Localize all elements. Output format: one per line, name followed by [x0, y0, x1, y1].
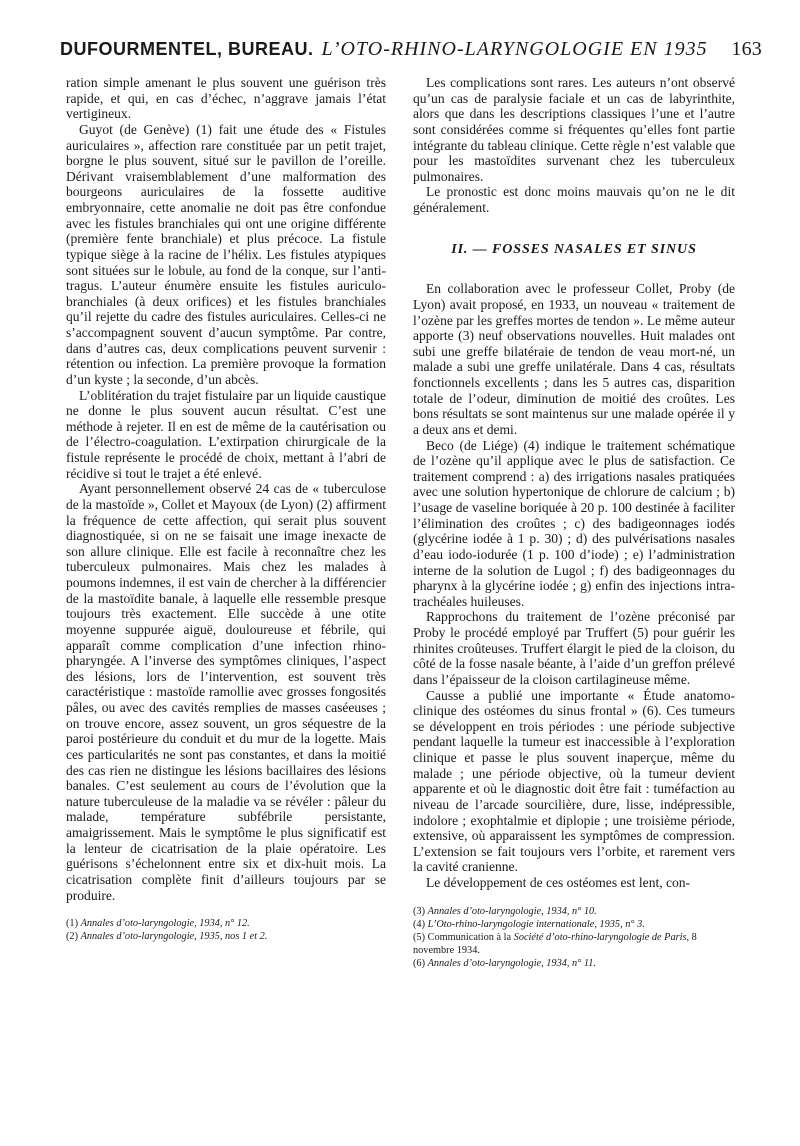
- footnote-text: L’Oto-rhino-laryngologie internationale, 1935, n° 3.: [427, 918, 645, 930]
- footnotes-right: [413, 905, 735, 971]
- footnote-separator: [413, 891, 735, 905]
- footnote-text: Annales d’oto-laryngologie, 1935, nos 1 et 2.: [80, 931, 268, 943]
- paragraph: Causse a publié une importante « Étude anatomo-clinique des ostéomes du sinus frontal » (6). Ces tumeurs se développent en trois périodes : une période subjective pendant laquelle la tumeur est inaccessible à l’exploration clinique et passe le plus souvent inaperçue, même du malade ; une période objective, où la tumeur devient apparente et où le diagnostic doit être fait : tuméfaction au niveau de l’arcade sourcilière, dure, lisse, indépressible, indolore ; exophtalmie et diplopie ; une troisième période, extensive, où apparaissent les symptômes de compression. L’extension se fait toujours vers l’orbite, et rarement vers la cavité cranienne.: [413, 687, 735, 875]
- footnote-number: (4): [413, 918, 426, 930]
- section-title: II. — FOSSES NASALES ET SINUS: [451, 241, 697, 257]
- header-authors: DUFOURMENTEL, BUREAU.: [60, 39, 314, 59]
- footnote: [66, 930, 386, 943]
- footnote-text: Annales d’oto-laryngologie, 1934, n° 12.: [80, 918, 250, 930]
- footnote-separator: [66, 903, 386, 917]
- footnotes-left: [66, 917, 386, 943]
- footnote-text: Annales d’oto-laryngologie, 1934, n° 11.: [427, 958, 596, 970]
- footnote-number: (5): [413, 932, 426, 944]
- paragraph: Le pronostic est donc moins mauvais qu’on ne le dit généralement.: [413, 184, 735, 215]
- paragraph: Guyot (de Genève) (1) fait une étude des « Fistules auriculaires », affection rare constituée par un petit trajet, borgne le plus souvent, situé sur le pavillon de l’oreille. Dérivant vraisemblablement d’une malformation des bourgeons auriculaires de la fossette auditive embryonnaire, cette anomalie ne doit pas être confondue avec les fistules branchiales qui ont une origine différente (première fente branchiale) et plus précoce. La fistule typique siège à la racine de l’hélix. Les fistules atypiques sont situées sur le lobule, au fond de la conque, sur l’anti-tragus. L’auteur énumère ensuite les fistules auriculo-branchiales (à deux orifices) et les fistules branchiales qu’il rejette du cadre des fistules auriculaires. Celles-ci ne s’accompagnent souvent d’aucun symptôme. Par contre, dans d’autres cas, deux complications peuvent survenir : rétention ou infection. La première provoque la formation d’un kyste ; la seconde, d’un abcès.: [66, 121, 386, 387]
- footnote-text: Société d’oto-rhino-laryngologie de Paris: [513, 932, 687, 944]
- header-title: L’OTO-RHINO-LARYNGOLOGIE EN 1935: [321, 38, 708, 60]
- paragraph: Beco (de Liége) (4) indique le traitement schématique de l’ozène qu’il applique avec le plus de satisfaction. Ce traitement comprend : a) des irrigations nasales pratiquées avec une solution hypertonique de chlorure de calcium ; b) l’usage de vaseline boriquée à 20 p. 100 destinée à faciliter l’élimination des croûtes ; c) des badigeonnages iodés (glycérine iodée à 1 p. 30) ; d) des pulvérisations nasales d’eau iodo-iodurée (1 p. 100 d’iode) ; e) l’administration interne de la solution de Lugol ; f) des badigeonnages du pharynx à la glycérine iodée ; g) enfin des injections intra-trachéales huileuses.: [413, 437, 735, 609]
- footnote-text: Annales d’oto-laryngologie, 1934, n° 10.: [427, 905, 597, 917]
- footnote: [413, 905, 735, 918]
- footnote-number: (6): [413, 958, 426, 970]
- footnote-text: , 8 novembre 1934.: [413, 932, 697, 957]
- footnote: [413, 918, 735, 931]
- paragraph: Les complications sont rares. Les auteurs n’ont observé qu’un cas de paralysie faciale et un cas de labyrinthite, alors que dans les descriptions classiques l’une et l’autre sont considérées comme si fréquentes qu’elles font partie intégrante du tableau clinique. Cette règle n’est valable que pour les mastoïdites survenant chez les tuberculeux pulmonaires.: [413, 75, 735, 184]
- footnote-text: Communication à la: [427, 932, 514, 944]
- paragraph: Le développement de ces ostéomes est lent, con-: [426, 875, 691, 890]
- footnote-number: (3): [413, 905, 426, 917]
- paragraph: L’oblitération du trajet fistulaire par un liquide caustique ne donne le plus souvent aucun résultat. C’est une méthode à rejeter. Il en est de même de la cautérisation ou de l’électro-coagulation. L’extirpation chirurgicale de la fistule représente le procédé de choix, mettant à l’abri de récidive si tout le trajet a été enlevé.: [66, 387, 386, 481]
- footnote-number: (2): [66, 931, 79, 943]
- footnote-number: (1): [66, 918, 79, 930]
- page-number: 163: [731, 38, 762, 60]
- footnote: [413, 957, 735, 970]
- paragraph: En collaboration avec le professeur Collet, Proby (de Lyon) avait proposé, en 1933, un nouveau « traitement de l’ozène par les greffes mortes de tendon ». Le même auteur apporte (3) neuf observations nouvelles. Huit malades ont subi une greffe bilatéraie de tendon de veau mort-né, un malade a subi une greffe unilatérale. Dans 4 cas, résultats fonctionnels excellents ; dans les 5 autres cas, disparition totale de l’odeur, diminution de moitié des croûtes. Les bons résultats se sont maintenus sur une malade opérée il y a deux ans et demi.: [413, 281, 735, 437]
- running-header: [60, 38, 762, 70]
- footnote: [66, 917, 386, 930]
- left-column: [66, 75, 386, 944]
- paragraph: ration simple amenant le plus souvent une guérison très rapide, et qui, en cas d’échec, n’aggrave jamais l’état vertigineux.: [66, 75, 386, 122]
- footnote: [413, 931, 735, 957]
- paragraph: Rapprochons du traitement de l’ozène préconisé par Proby le procédé employé par Truffert (5) pour guérir les rhinites croûteuses. Truffert élargit le pied de la cloison, du côté de la fosse nasale béante, à l’aide d’un greffon prélevé dans l’épaisseur de la cloison cartilagineuse même.: [413, 609, 735, 687]
- right-column: [413, 75, 735, 971]
- paragraph: Ayant personnellement observé 24 cas de « tuberculose de la mastoïde », Collet et Mayoux (de Lyon) (2) affirment la fréquence de cette affection, qui serait plus souvent diagnostiquée, si on ne se faisait une image inexacte de son allure clinique. Elle est facile à reconnaître chez les tuberculeux pulmonaires. Mais chez les malades à poumons indemnes, il est vain de chercher à la différencier de la mastoïdite banale, à laquelle elle ressemble presque toujours très exactement. Elle succède à une otite moyenne suppurée aiguë, douloureuse et fébrile, qui apparaît comme complication d’une infection rhino-pharyngée. A l’inverse des symptômes cliniques, l’aspect des lésions, lors de l’intervention, est souvent très caractéristique : mastoïde ramollie avec grosses fongosités pâles, ou avec des cavités remplies de masses caséeuses ; on trouve encore, assez souvent, un gros séquestre de la paroi postérieure du conduit et du mur de la logette. Mais ces particularités ne sont pas constantes, et dans la moitié des cas rien ne distingue les lésions bacillaires des lésions banales. C’est seulement au cours de l’évolution que la nature tuberculeuse de la maladie va se révéler : pâleur du malade, température subfébrile persistante, amaigrissement. Mais le symptôme le plus significatif est la lenteur de cicatrisation de la plaie opératoire. Les guérisons s’échelonnent entre six et dix-huit mois. La cicatrisation complète finit d’ailleurs toujours par se produire.: [66, 481, 386, 903]
